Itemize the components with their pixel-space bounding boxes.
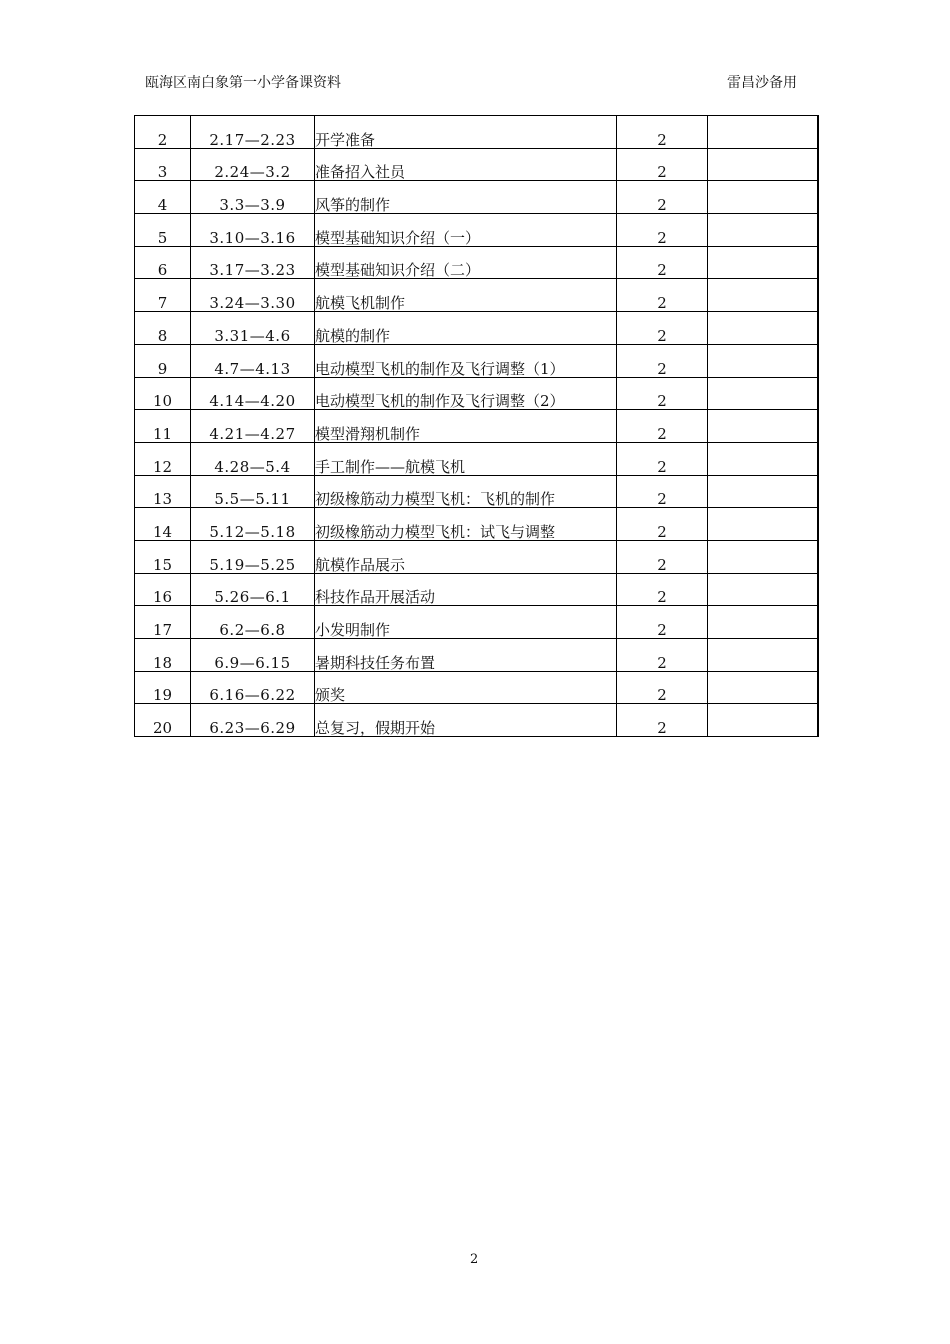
date-range-cell: 5.12—5.18 <box>191 508 315 541</box>
week-number-cell: 17 <box>135 606 191 639</box>
week-number-cell: 20 <box>135 704 191 737</box>
date-range-cell: 6.16—6.22 <box>191 671 315 704</box>
week-number-cell: 4 <box>135 181 191 214</box>
hours-cell: 2 <box>617 671 708 704</box>
note-cell <box>708 116 819 149</box>
hours-cell: 2 <box>617 181 708 214</box>
week-number-cell: 5 <box>135 214 191 247</box>
table-row <box>135 475 819 508</box>
table-row <box>135 377 819 410</box>
note-cell <box>708 377 819 410</box>
table-row <box>135 606 819 639</box>
table-row <box>135 148 819 181</box>
date-range-cell: 3.10—3.16 <box>191 214 315 247</box>
date-range-cell: 5.26—6.1 <box>191 573 315 606</box>
topic-cell: 手工制作——航模飞机 <box>315 442 617 475</box>
date-range-cell: 6.23—6.29 <box>191 704 315 737</box>
week-number-cell: 3 <box>135 148 191 181</box>
hours-cell: 2 <box>617 606 708 639</box>
topic-cell: 准备招入社员 <box>315 148 617 181</box>
date-range-cell: 4.28—5.4 <box>191 442 315 475</box>
hours-cell: 2 <box>617 540 708 573</box>
note-cell <box>708 508 819 541</box>
hours-cell: 2 <box>617 344 708 377</box>
header-author: 雷昌沙备用 <box>727 75 797 91</box>
note-cell <box>708 704 819 737</box>
date-range-cell: 3.3—3.9 <box>191 181 315 214</box>
week-number-cell: 11 <box>135 410 191 443</box>
week-number-cell: 9 <box>135 344 191 377</box>
hours-cell: 2 <box>617 475 708 508</box>
hours-cell: 2 <box>617 508 708 541</box>
table-row <box>135 671 819 704</box>
date-range-cell: 6.2—6.8 <box>191 606 315 639</box>
table-row <box>135 540 819 573</box>
date-range-cell: 4.7—4.13 <box>191 344 315 377</box>
topic-cell: 电动模型飞机的制作及飞行调整（1） <box>315 344 617 377</box>
table-row <box>135 442 819 475</box>
week-number-cell: 14 <box>135 508 191 541</box>
hours-cell: 2 <box>617 246 708 279</box>
note-cell <box>708 279 819 312</box>
hours-cell: 2 <box>617 573 708 606</box>
date-range-cell: 3.31—4.6 <box>191 312 315 345</box>
topic-cell: 航模的制作 <box>315 312 617 345</box>
note-cell <box>708 671 819 704</box>
table-row <box>135 508 819 541</box>
week-number-cell: 8 <box>135 312 191 345</box>
topic-cell: 电动模型飞机的制作及飞行调整（2） <box>315 377 617 410</box>
table-row <box>135 181 819 214</box>
table-row <box>135 639 819 672</box>
topic-cell: 小发明制作 <box>315 606 617 639</box>
date-range-cell: 3.24—3.30 <box>191 279 315 312</box>
table-row <box>135 246 819 279</box>
note-cell <box>708 410 819 443</box>
date-range-cell: 3.17—3.23 <box>191 246 315 279</box>
note-cell <box>708 344 819 377</box>
hours-cell: 2 <box>617 704 708 737</box>
page-number: 2 <box>470 1252 479 1267</box>
header-divider <box>135 97 819 98</box>
date-range-cell: 4.21—4.27 <box>191 410 315 443</box>
topic-cell: 风筝的制作 <box>315 181 617 214</box>
table-row <box>135 573 819 606</box>
note-cell <box>708 148 819 181</box>
topic-cell: 总复习，假期开始 <box>315 704 617 737</box>
table-row <box>135 116 819 149</box>
topic-cell: 模型基础知识介绍（一） <box>315 214 617 247</box>
table-row <box>135 344 819 377</box>
course-schedule-table <box>134 115 819 737</box>
topic-cell: 航模作品展示 <box>315 540 617 573</box>
hours-cell: 2 <box>617 377 708 410</box>
topic-cell: 初级橡筋动力模型飞机：飞机的制作 <box>315 475 617 508</box>
table-row <box>135 410 819 443</box>
hours-cell: 2 <box>617 214 708 247</box>
week-number-cell: 12 <box>135 442 191 475</box>
date-range-cell: 5.19—5.25 <box>191 540 315 573</box>
note-cell <box>708 312 819 345</box>
topic-cell: 科技作品开展活动 <box>315 573 617 606</box>
hours-cell: 2 <box>617 639 708 672</box>
topic-cell: 颁奖 <box>315 671 617 704</box>
date-range-cell: 2.24—3.2 <box>191 148 315 181</box>
note-cell <box>708 639 819 672</box>
note-cell <box>708 214 819 247</box>
week-number-cell: 7 <box>135 279 191 312</box>
week-number-cell: 2 <box>135 116 191 149</box>
schedule-body <box>135 116 819 737</box>
topic-cell: 暑期科技任务布置 <box>315 639 617 672</box>
topic-cell: 模型基础知识介绍（二） <box>315 246 617 279</box>
week-number-cell: 19 <box>135 671 191 704</box>
topic-cell: 初级橡筋动力模型飞机：试飞与调整 <box>315 508 617 541</box>
topic-cell: 航模飞机制作 <box>315 279 617 312</box>
week-number-cell: 6 <box>135 246 191 279</box>
week-number-cell: 13 <box>135 475 191 508</box>
hours-cell: 2 <box>617 279 708 312</box>
date-range-cell: 4.14—4.20 <box>191 377 315 410</box>
week-number-cell: 10 <box>135 377 191 410</box>
note-cell <box>708 181 819 214</box>
topic-cell: 开学准备 <box>315 116 617 149</box>
table-row <box>135 704 819 737</box>
date-range-cell: 5.5—5.11 <box>191 475 315 508</box>
week-number-cell: 18 <box>135 639 191 672</box>
table-row <box>135 279 819 312</box>
week-number-cell: 15 <box>135 540 191 573</box>
note-cell <box>708 246 819 279</box>
hours-cell: 2 <box>617 442 708 475</box>
table-row <box>135 214 819 247</box>
hours-cell: 2 <box>617 116 708 149</box>
date-range-cell: 2.17—2.23 <box>191 116 315 149</box>
note-cell <box>708 442 819 475</box>
table-row <box>135 312 819 345</box>
topic-cell: 模型滑翔机制作 <box>315 410 617 443</box>
week-number-cell: 16 <box>135 573 191 606</box>
note-cell <box>708 606 819 639</box>
header-school-title: 瓯海区南白象第一小学备课资料 <box>145 75 341 91</box>
note-cell <box>708 573 819 606</box>
hours-cell: 2 <box>617 148 708 181</box>
note-cell <box>708 540 819 573</box>
hours-cell: 2 <box>617 312 708 345</box>
note-cell <box>708 475 819 508</box>
hours-cell: 2 <box>617 410 708 443</box>
date-range-cell: 6.9—6.15 <box>191 639 315 672</box>
